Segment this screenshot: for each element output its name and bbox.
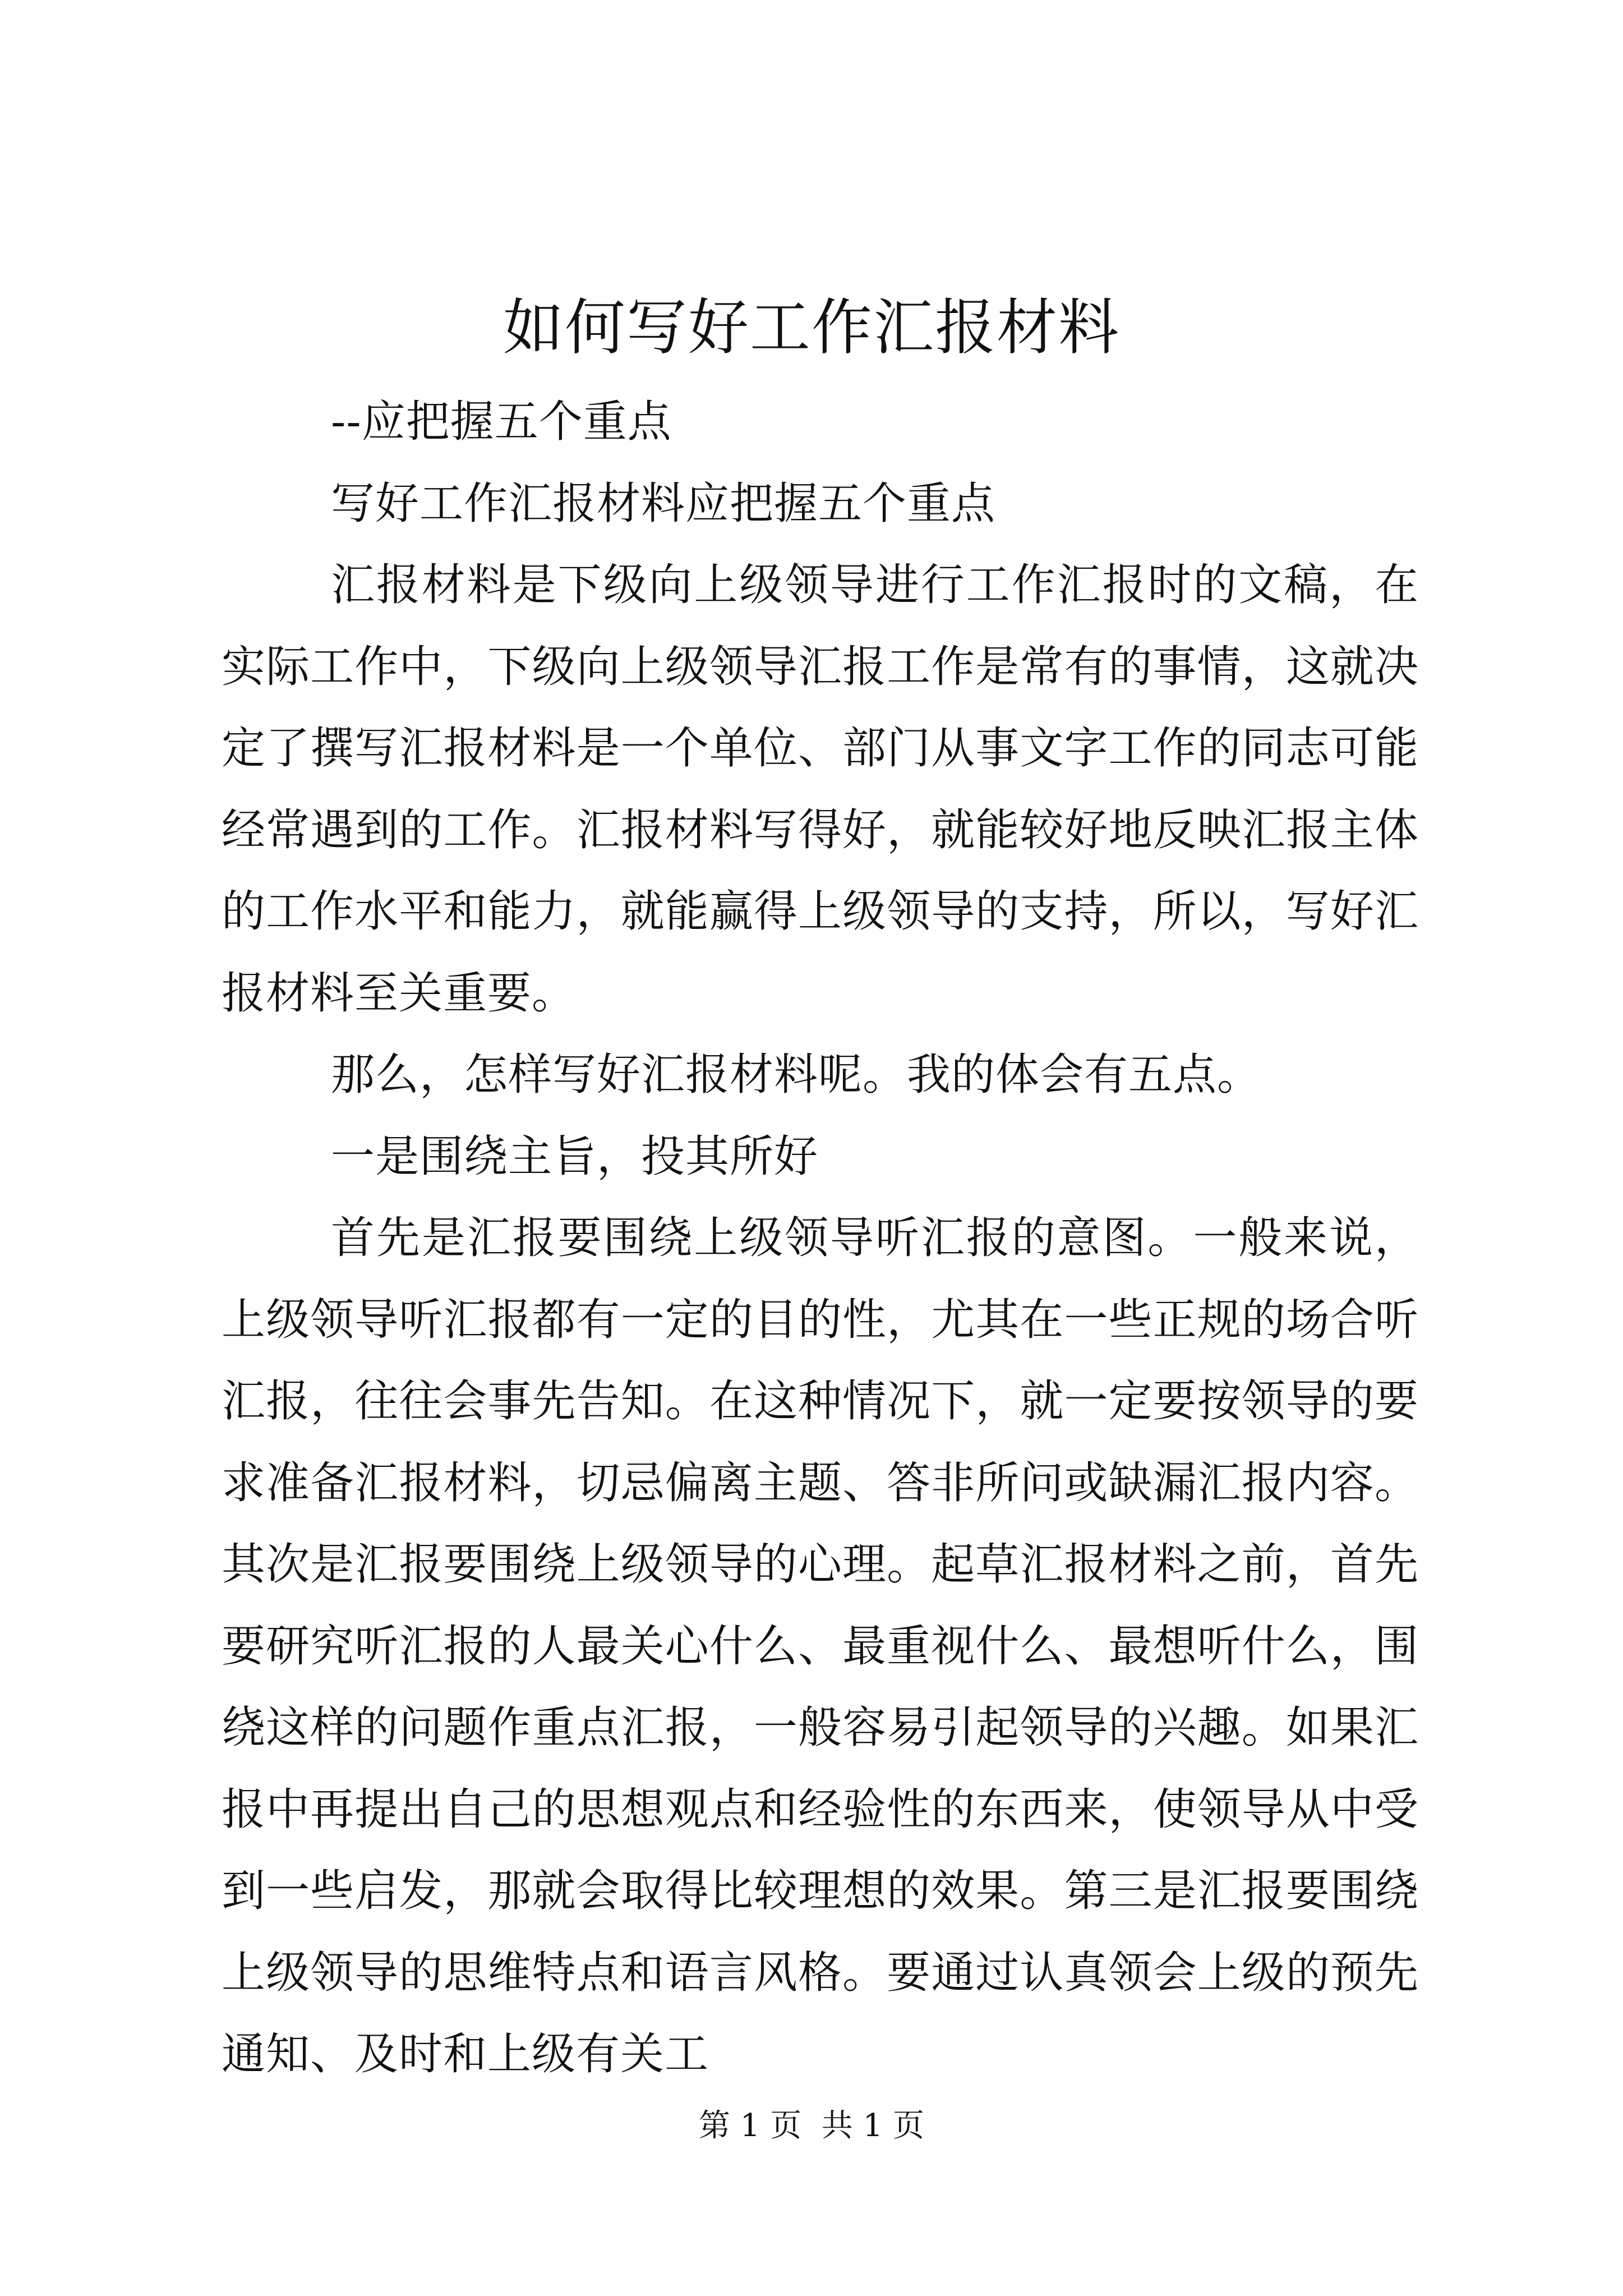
document-body: [222, 381, 1419, 2096]
section-heading: 一是围绕主旨，投其所好: [331, 1131, 819, 1182]
subtitle-paragraph: --应把握五个重点: [331, 397, 672, 447]
document-title: 如何写好工作汇报材料: [502, 293, 1120, 363]
heading-paragraph: 写好工作汇报材料应把握五个重点: [331, 478, 996, 529]
page-footer: [0, 2106, 1623, 2146]
body-paragraph: 首先是汇报要围绕上级领导听汇报的意图。一般来说，上级领导听汇报都有一定的目的性，尤其在一些正规的场合听汇报，往往会事先告知。在这种情况下，就一定要按领导的要求准备汇报材料，切忌偏离主题、答非所问或缺漏汇报内容。其次是汇报要围绕上级领导的心理。起草汇报材料之前，首先要研究听汇报的人最关心什么、最重视什么、最想听什么，围绕这样的问题作重点汇报，一般容易引起领导的兴趣。如果汇报中再提出自己的思想观点和经验性的东西来，使领导从中受到一些启发，那就会取得比较理想的效果。第三是汇报要围绕上级领导的思维特点和语言风格。要通过认真领会上级的预先通知、及时和上级有关工: [222, 1213, 1419, 2079]
page-number-label: 第 1 页 共 1 页: [698, 2108, 925, 2144]
body-paragraph: 那么，怎样写好汇报材料呢。我的体会有五点。: [331, 1050, 1262, 1100]
body-paragraph: 汇报材料是下级向上级领导进行工作汇报时的文稿，在实际工作中，下级向上级领导汇报工作是常有的事情，这就决定了撰写汇报材料是一个单位、部门从事文字工作的同志可能经常遇到的工作。汇报材料写得好，就能较好地反映汇报主体的工作水平和能力，就能赢得上级领导的支持，所以，写好汇报材料至关重要。: [222, 560, 1419, 1019]
